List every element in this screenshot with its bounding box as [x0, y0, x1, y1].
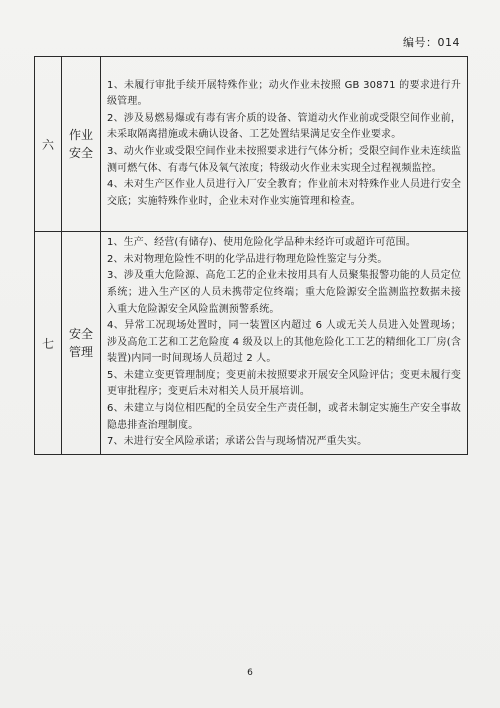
category-line: 安全 [68, 146, 93, 160]
category-line: 管理 [68, 345, 93, 359]
document-number: 编号：014 [403, 36, 460, 49]
category-line: 安全 [68, 327, 93, 341]
list-item: 1、生产、经营(有储存)、使用危险化学品种未经许可或超许可范围。 [107, 237, 416, 249]
list-item: 6、未建立与岗位相匹配的全员安全生产责任制，或者未制定实施生产安全事故隐患排查治理制度。 [107, 403, 461, 431]
hazard-criteria-table [34, 56, 468, 455]
section-number: 七 [35, 232, 62, 455]
section-category [62, 57, 101, 232]
list-item: 2、涉及易燃易爆或有毒有害介质的设备、管道动火作业前或受限空间作业前，未采取隔离措施或未确认设备、工艺处置结果满足安全作业要求。 [107, 112, 461, 141]
list-item: 3、动火作业或受限空间作业未按照要求进行气体分析；受限空间作业未连续监测可燃气体、有毒气体及氧气浓度；特级动火作业未实现全过程视频监控。 [107, 146, 461, 174]
section-number: 六 [35, 57, 62, 232]
section-items [101, 232, 468, 455]
list-item: 4、异常工况现场处置时，同一装置区内超过 6 人或无关人员进入处置现场；涉及高危工艺和工艺危险度 4 级及以上的其他危险化工工艺的精细化工厂房(含装置)内同一时间现场人员超过 2 人。 [107, 320, 461, 365]
table-row [35, 57, 468, 232]
list-item: 3、涉及重大危险源、高危工艺的企业未按用具有人员聚集报警功能的人员定位系统；进入生产区的人员未携带定位终端；重大危险源安全监测监控数据未接入重大危险源安全风险监测预警系统。 [107, 270, 461, 315]
list-item: 5、未建立变更管理制度；变更前未按照要求开展安全风险评估；变更未履行变更审批程序；变更后未对相关人员开展培训。 [107, 369, 461, 398]
list-item: 1、未履行审批手续开展特殊作业；动火作业未按照 GB 30871 的要求进行升级管理。 [107, 79, 461, 108]
section-category [62, 232, 101, 455]
table-row [35, 232, 468, 455]
list-item: 2、未对物理危险性不明的化学品进行物理危险性鉴定与分类。 [107, 253, 388, 265]
list-item: 7、未进行安全风险承诺；承诺公告与现场情况严重失实。 [107, 436, 368, 448]
section-items [101, 57, 468, 232]
page-number: 6 [247, 668, 253, 678]
category-line: 作业 [68, 128, 93, 142]
list-item: 4、未对生产区作业人员进行入厂安全教育；作业前未对特殊作业人员进行安全交底；实施特殊作业时，企业未对作业实施管理和检查。 [107, 179, 461, 207]
